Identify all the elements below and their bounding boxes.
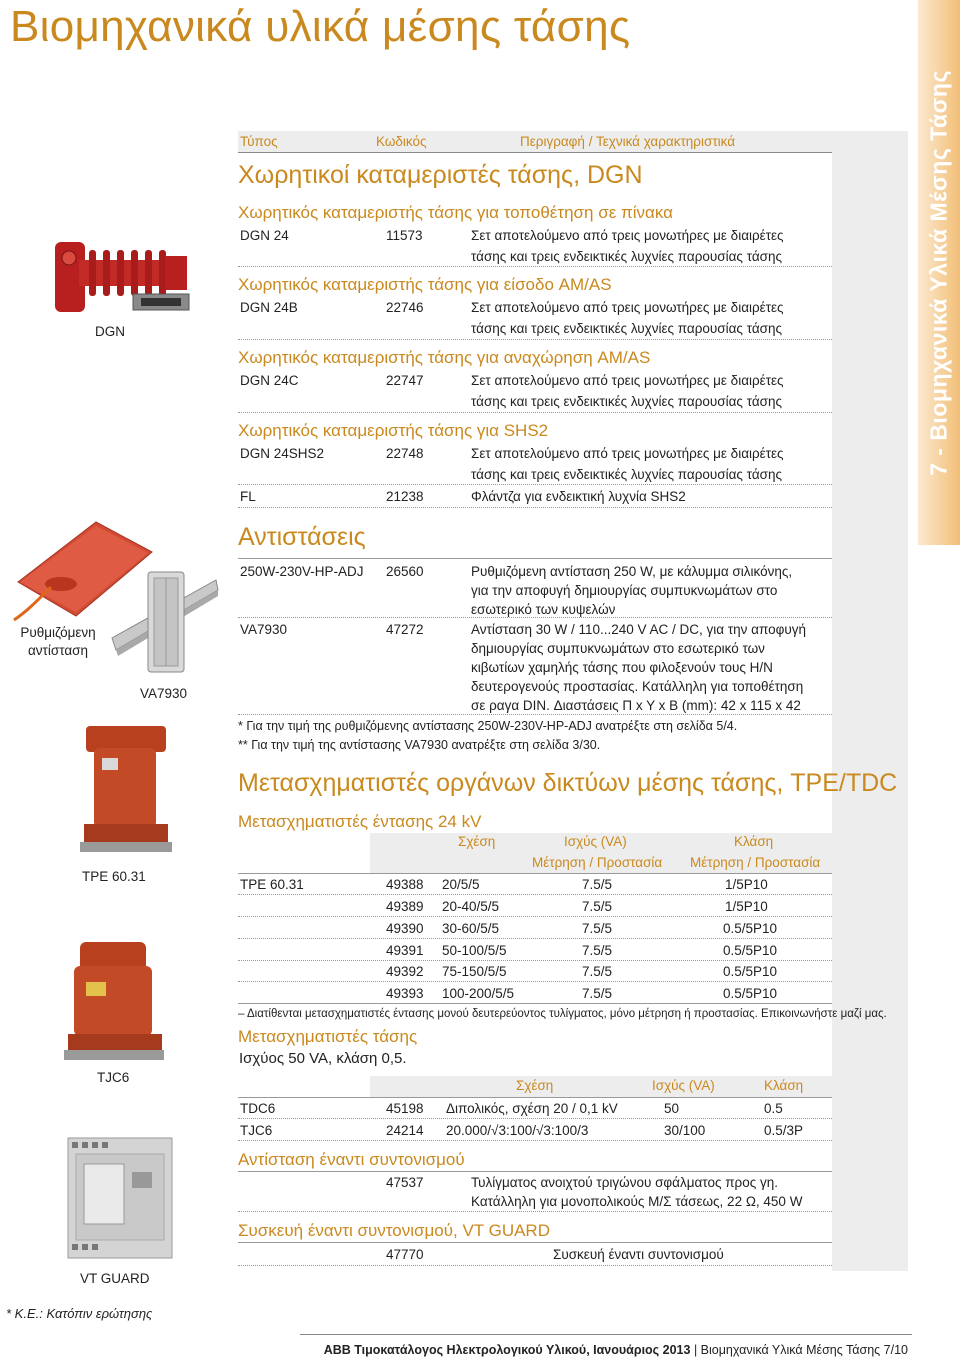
table-cell-code: 49393 <box>386 986 424 1001</box>
col-class-header: Κλάση <box>764 1078 804 1093</box>
table-cell-type: DGN 24SHS2 <box>240 446 325 461</box>
vt-header-tint <box>370 1076 832 1098</box>
vt-guard-title: Συσκευή έναντι συντονισμού, VT GUARD <box>238 1221 550 1240</box>
dgn-group-heading: Χωρητικός καταμεριστής τάσης για τοποθέτηση σε πίνακα <box>238 203 673 222</box>
row-divider <box>238 714 832 715</box>
table-cell-type: DGN 24C <box>240 373 299 388</box>
table-cell-power: 7.5/5 <box>582 986 613 1001</box>
table-cell-class: 1/5P10 <box>725 899 768 914</box>
table-cell-desc: εσωτερικό των κυψελών <box>471 602 616 617</box>
table-cell-ratio: 75-150/5/5 <box>442 964 507 979</box>
page-footer <box>0 1334 960 1364</box>
dgn-label: DGN <box>95 324 125 339</box>
table-cell-desc: δημιουργίας συμπυκνωμάτων στο εσωτερικό των <box>471 641 765 656</box>
vt-guard-image <box>58 1132 182 1262</box>
row-divider <box>238 916 832 917</box>
dgn-group-heading: Χωρητικός καταμεριστής τάσης για είσοδο AM/AS <box>238 275 612 294</box>
table-cell-type: TJC6 <box>240 1123 273 1138</box>
section-side-tab <box>918 0 960 545</box>
row-divider <box>238 1211 832 1212</box>
table-cell-power: 30/100 <box>664 1123 706 1138</box>
table-cell-ratio: 20/5/5 <box>442 877 480 892</box>
dgn-section-title: Χωρητικοί καταμεριστές τάσης, DGN <box>238 161 643 189</box>
col-ratio-header: Σχέση <box>458 834 496 849</box>
row-divider <box>238 339 832 340</box>
row-divider <box>238 1118 832 1119</box>
table-cell-desc: τάσης και τρεις ενδεικτικές λυχνίες παρουσίας τάσης <box>471 321 782 336</box>
table-cell-type: TPE 60.31 <box>240 877 304 892</box>
table-cell-code: 49389 <box>386 899 424 914</box>
table-cell-code: 49388 <box>386 877 424 892</box>
table-cell-code: 22746 <box>386 300 424 315</box>
resistor-label: Ρυθμιζόμενη αντίσταση <box>20 625 96 658</box>
vt-guard-label: VT GUARD <box>80 1271 150 1286</box>
table-cell-code: 24214 <box>386 1123 424 1138</box>
table-cell-class: 0.5/3P <box>764 1123 804 1138</box>
table-cell-class: 0.5/5P10 <box>723 964 778 979</box>
row-divider <box>238 1140 832 1141</box>
resistors-section-title: Αντιστάσεις <box>238 523 366 551</box>
table-cell-type: DGN 24 <box>240 228 289 243</box>
col-description-header: Περιγραφή / Τεχνικά χαρακτηριστικά <box>520 134 736 149</box>
row-divider <box>238 894 832 895</box>
table-cell-desc: κιβωτίων χαμηλής τάσης που φιλοξενούν τους Η/Ν <box>471 660 773 675</box>
table-cell-type: FL <box>240 489 256 504</box>
table-cell-type: TDC6 <box>240 1101 276 1116</box>
dgn-group-heading: Χωρητικός καταμεριστής τάσης για SHS2 <box>238 421 549 440</box>
tinted-column <box>832 131 908 1271</box>
footer-section-page: | Βιομηχανικά Υλικά Μέσης Τάσης 7/10 <box>690 1343 908 1357</box>
table-cell-code: 49390 <box>386 921 424 936</box>
col-class-header: Κλάση <box>734 834 774 849</box>
table-cell-desc: Σετ αποτελούμενο από τρεις μονωτήρες με διαιρέτες <box>471 373 784 388</box>
table-cell-code: 11573 <box>386 228 423 243</box>
tjc6-transformer-image <box>60 938 170 1068</box>
table-cell-code: 47537 <box>386 1175 424 1190</box>
table-cell-desc: Φλάντζα για ενδεικτική λυχνία SHS2 <box>471 489 686 504</box>
row-divider <box>238 617 832 618</box>
va7930-image <box>108 568 220 678</box>
table-cell-type: DGN 24B <box>240 300 298 315</box>
col-power-header: Ισχύς (VA) <box>564 834 627 849</box>
table-cell-code: 22748 <box>386 446 424 461</box>
row-divider <box>238 412 832 413</box>
table-cell-code: 49391 <box>386 943 424 958</box>
footer-rule <box>300 1334 912 1335</box>
table-cell-code: 21238 <box>386 489 424 504</box>
section-side-tab-label: 7 - Βιομηχανικά Υλικά Μέσης Τάσης <box>925 69 952 476</box>
row-divider <box>238 484 832 485</box>
table-cell-type: 250W-230V-HP-ADJ <box>240 564 364 579</box>
table-cell-desc: Σετ αποτελούμενο από τρεις μονωτήρες με διαιρέτες <box>471 446 784 461</box>
table-cell-ratio: Διπολικός, σχέση 20 / 0,1 kV <box>446 1101 618 1116</box>
table-cell-ratio: 100-200/5/5 <box>442 986 515 1001</box>
col-class-subheader: Μέτρηση / Προστασία <box>690 855 821 870</box>
table-cell-desc: τάσης και τρεις ενδεικτικές λυχνίες παρουσίας τάσης <box>471 394 782 409</box>
col-power-header: Ισχύς (VA) <box>652 1078 715 1093</box>
row-divider <box>238 873 832 874</box>
tpe-label: TPE 60.31 <box>82 869 146 884</box>
table-cell-ratio: 20-40/5/5 <box>442 899 500 914</box>
table-cell-power: 7.5/5 <box>582 943 613 958</box>
table-cell-desc: Κατάλληλη για μονοπολικούς Μ/Σ τάσεως, 22 Ω, 450 W <box>471 1194 803 1209</box>
row-divider <box>238 938 832 939</box>
table-cell-code: 22747 <box>386 373 424 388</box>
table-cell-desc: Σετ αποτελούμενο από τρεις μονωτήρες με διαιρέτες <box>471 300 784 315</box>
table-cell-class: 0.5/5P10 <box>723 986 778 1001</box>
row-divider <box>238 558 832 559</box>
table-cell-desc: Τυλίγματος ανοιχτού τριγώνου σφάλματος προς γη. <box>471 1175 778 1190</box>
table-header <box>238 131 832 153</box>
col-power-subheader: Μέτρηση / Προστασία <box>532 855 663 870</box>
table-cell-code: 49392 <box>386 964 424 979</box>
va7930-label: VA7930 <box>140 686 188 701</box>
table-cell-desc: τάσης και τρεις ενδεικτικές λυχνίες παρουσίας τάσης <box>471 467 782 482</box>
table-cell-desc: Σετ αποτελούμενο από τρεις μονωτήρες με διαιρέτες <box>471 228 784 243</box>
row-divider <box>238 960 832 961</box>
table-cell-power: 7.5/5 <box>582 877 613 892</box>
tjc6-label: TJC6 <box>97 1070 130 1085</box>
row-divider <box>238 507 832 508</box>
table-cell-ratio: 30-60/5/5 <box>442 921 500 936</box>
row-divider <box>238 1097 832 1098</box>
footer-text <box>324 1343 908 1357</box>
table-cell-power: 7.5/5 <box>582 899 613 914</box>
tpe-availability-note: – Διατίθενται μετασχηματιστές έντασης μονού δευτερεύοντος τυλίγματος, μόνο μέτρηση ή προστασίας. Επικοινωνήστε μαζί μας. <box>238 1008 887 1020</box>
table-cell-power: 50 <box>664 1101 680 1116</box>
row-divider <box>238 1265 832 1266</box>
resistor-price-note: * Για την τιμή της ρυθμιζόμενης αντίστασης 250W-230V-HP-ADJ ανατρέξτε στη σελίδα 5/4. <box>238 719 738 733</box>
table-cell-code: 26560 <box>386 564 424 579</box>
voltage-transformers-title: Μετασχηματιστές τάσης <box>238 1027 418 1046</box>
va7930-price-note: ** Για την τιμή της αντίστασης VA7930 ανατρέξτε στη σελίδα 3/30. <box>238 738 601 752</box>
table-cell-desc: Αντίσταση 30 W / 110...240 V AC / DC, για την αποφυγή <box>471 622 807 637</box>
row-divider <box>238 1171 832 1172</box>
footer-catalog-title: ABB Τιμοκατάλογος Ηλεκτρολογικού Υλικού, Ιανουάριος 2013 <box>323 1343 691 1357</box>
row-divider <box>238 266 832 267</box>
row-divider <box>238 1242 832 1243</box>
table-cell-code: 47770 <box>386 1247 424 1262</box>
table-cell-class: 0.5/5P10 <box>723 943 778 958</box>
table-cell-class: 1/5P10 <box>725 877 768 892</box>
row-divider <box>238 1003 832 1004</box>
ferro-resistor-title: Αντίσταση έναντι συντονισμού <box>238 1150 465 1169</box>
current-transformers-title: Μετασχηματιστές έντασης 24 kV <box>238 812 482 831</box>
voltage-transformers-subtitle: Ισχύος 50 VA, κλάση 0,5. <box>239 1050 407 1067</box>
table-cell-type: VA7930 <box>240 622 288 637</box>
table-cell-code: 47272 <box>386 622 424 637</box>
table-cell-desc: σε ραγα DIN. Διαστάσεις Π x Y x Β (mm): 42 x 115 x 42 <box>471 698 801 713</box>
dgn-insulator-image <box>45 232 195 327</box>
table-cell-desc: Συσκευή έναντι συντονισμού <box>553 1247 724 1262</box>
table-cell-ratio: 50-100/5/5 <box>442 943 507 958</box>
col-ratio-header: Σχέση <box>516 1078 554 1093</box>
table-cell-desc: τάσης και τρεις ενδεικτικές λυχνίες παρουσίας τάσης <box>471 249 782 264</box>
footnote: * Κ.Ε.: Κατόπιν ερώτησης <box>6 1306 153 1321</box>
table-cell-class: 0.5/5P10 <box>723 921 778 936</box>
table-cell-class: 0.5 <box>764 1101 783 1116</box>
dgn-group-heading: Χωρητικός καταμεριστής τάσης για αναχώρηση AM/AS <box>238 348 651 367</box>
tpe-transformer-image <box>76 718 176 858</box>
table-cell-desc: για την αποφυγή δημιουργίας συμπυκνωμάτων στο <box>471 583 778 598</box>
table-cell-desc: δευτερογενούς προστασίας. Κατάλληλη για τοποθέτηση <box>471 679 804 694</box>
page-title: Βιομηχανικά υλικά μέσης τάσης <box>10 2 631 51</box>
col-code-header: Κωδικός <box>376 134 427 149</box>
col-type-header: Τύπος <box>240 134 278 149</box>
table-cell-power: 7.5/5 <box>582 921 613 936</box>
tpe-section-title: Μετασχηματιστές οργάνων δικτύων μέσης τάσης, TPE/TDC <box>238 769 898 797</box>
table-cell-ratio: 20.000/√3:100/√3:100/3 <box>446 1123 589 1138</box>
table-cell-power: 7.5/5 <box>582 964 613 979</box>
table-cell-code: 45198 <box>386 1101 424 1116</box>
row-divider <box>238 981 832 982</box>
table-cell-desc: Ρυθμιζόμενη αντίσταση 250 W, με κάλυμμα σιλικόνης, <box>471 564 793 579</box>
